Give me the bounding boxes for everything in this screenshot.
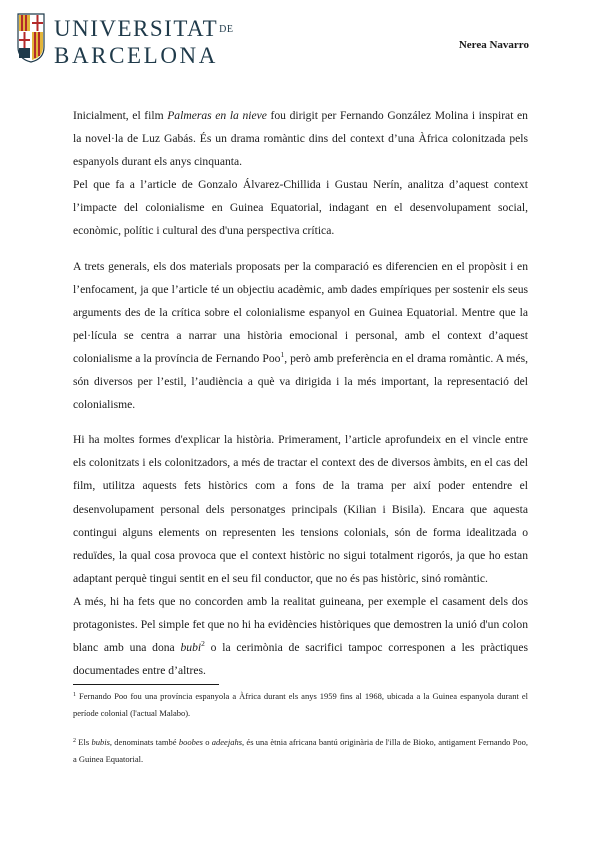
paragraph: Inicialment, el film Palmeras en la nieve fou dirigit per Fernando González Molina i inspirat en la novel·la de Luz Gabás. És un drama romàntic dins del context d’una Àfrica colonitzada pels espanyols durant els anys cinquanta. [73, 109, 528, 169]
footnote-ref-2[interactable]: 2 [201, 639, 205, 649]
footnote-1: $^1$ Fernando Poo fou una província espanyola a Àfrica durant els anys 1959 fins al 1968, ubicada a la Guinea espanyola durant el període colonial (l'actual Malabo). [73, 691, 528, 718]
logo-barcelona: BARCELONA [54, 43, 218, 68]
university-crest-icon [17, 13, 45, 63]
author-name: Nerea Navarro [458, 39, 529, 51]
paragraph: Hi ha moltes formes d'explicar la història. Primerament, l’article aprofundeix en el vincle entre els colonitzats i els colonitzadors, a més de tractar el context des de diversos àmbits, en el cas del film, utilitza aquests fets històrics com a fons de la trama per així poder entendre el desenvolupament personal dels personatges principals (Kilian i Bisila). Encara que aquesta contingui alguns elements on representen les tensions colonials, són de forma idealitzada o reduïdes, la qual cosa provoca que el context històric no sigui totalment rigorós, ja que ho estan adaptant perquè tingui sentit en el seu fil conductor, que no és pas històric, sinó romàntic. [73, 433, 528, 585]
paragraph: A trets generals, els dos materials proposats per la comparació es diferencien en el propòsit i en l’enfocament, ja que l’article té un objectiu acadèmic, amb dades empíriques per sostenir els seus arguments des de la crítica sobre el colonialisme espanyol en Guinea Equatorial. Mentre que la pel·lícula se centra a narrar una història emocional i personal, amb el context d’aquest colonialisme a la província de Fernando Poo$^1$, però amb preferència en el drama romàntic. A més, són diversos per l’estil, l’audiència a què va dirigida i la més important, la representació del colonialisme. [73, 259, 528, 412]
logo-universitat: UNIVERSITAT [54, 16, 219, 41]
film-title: Palmeras en la nieve [167, 109, 267, 122]
paragraph: Pel que fa a l’article de Gonzalo Álvarez-Chillida i Gustau Nerín, analitza d’aquest context l’impacte del colonialisme en Guinea Equatorial, indagant en el desenvolupament social, econòmic, polític i cultural des d'una perspectiva crítica. [73, 178, 528, 238]
university-logotype [54, 17, 234, 67]
logo-de: DE [219, 24, 234, 35]
paragraph: A més, hi ha fets que no concorden amb la realitat guineana, per exemple el casament dels dos protagonistes. Pel simple fet que no hi ha evidències històriques que demostren la unió d'un colon blanc amb una dona bubi$^2$ o la cerimònia de sacrifici tampoc corresponen a les pràctiques documentades entre d’altres. [73, 594, 528, 678]
footnotes [73, 688, 528, 768]
document-body [73, 104, 528, 682]
footnote-2: $^2$ Els bubis, denominats també boobes o adeejahs, és una ètnia africana bantú originària de l'illa de Bioko, antigament Fernando Poo, a Guinea Equatorial. [73, 737, 528, 764]
footnote-ref-1[interactable]: 1 [280, 349, 285, 359]
term-bubi: bubi [180, 641, 202, 655]
footnote-divider [73, 684, 219, 685]
page-header [0, 0, 600, 80]
